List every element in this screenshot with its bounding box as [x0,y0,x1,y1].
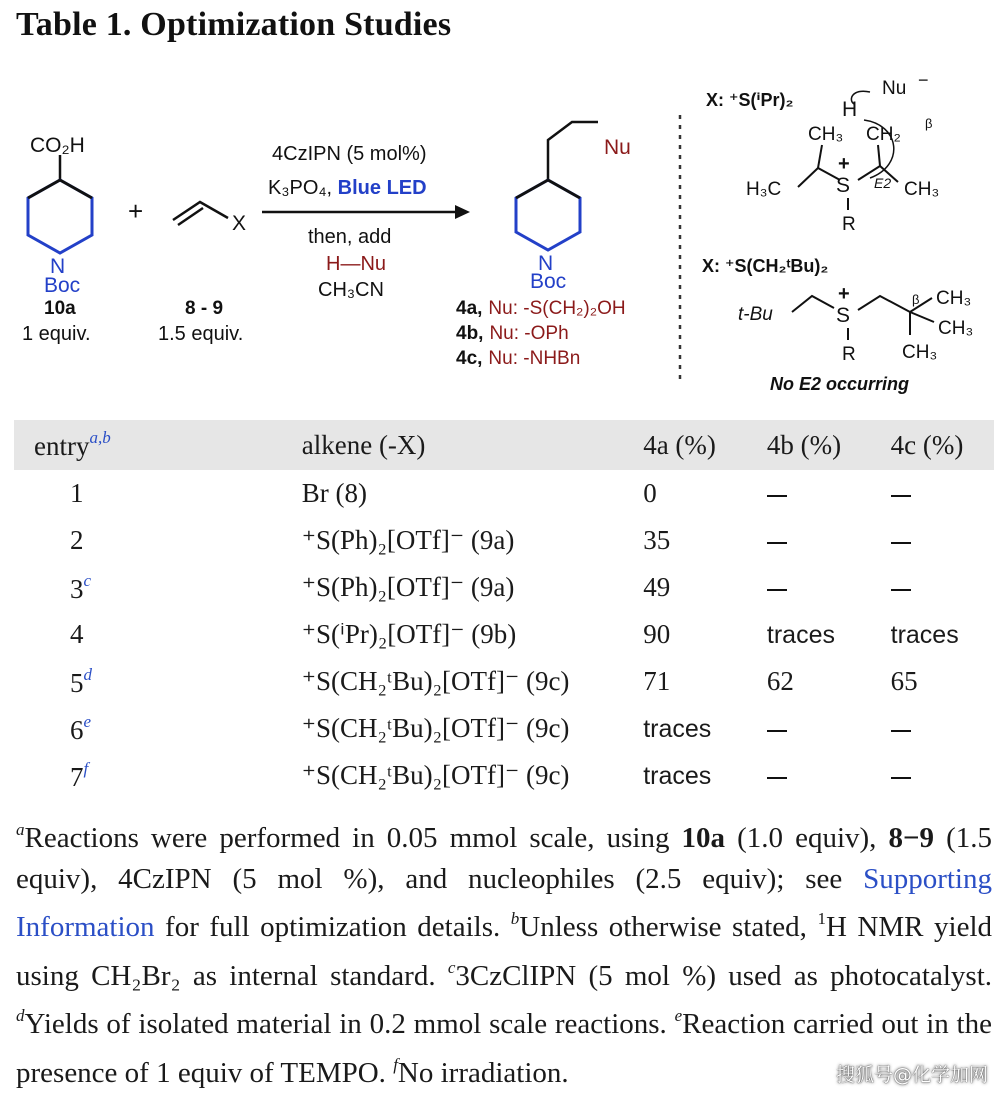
ch3-top-left: CH₃ [808,124,844,145]
product-4a-id: 4a, [456,298,483,319]
svg-text:4a,Nu: -S(CH₂)₂OH [456,298,626,319]
svg-text:K₃PO₄, Blue LED [268,177,427,199]
header-4c: 4c (%) [890,429,964,460]
table-header-row [14,420,994,470]
cell-4b [767,705,891,752]
ch3-b3: CH₃ [902,342,938,363]
beta-top: β [925,116,933,131]
cell-4a: traces [643,762,712,790]
acid-group-label: CO₂H [30,134,85,157]
nu-minus-label: Nu [882,78,907,99]
cell-4c: traces [890,621,959,649]
cell-4a: traces [643,715,712,743]
alkene-equiv-label: 1.5 equiv. [158,323,244,345]
s-plus-top: + [838,153,850,175]
product-boc-label: Boc [530,270,567,293]
cell-4a: 35 [643,525,671,555]
ch3-b1: CH₃ [936,288,972,309]
cell-4c [891,752,994,799]
footnote-d-mark: d [16,1006,25,1025]
product-n-label: N [538,252,554,275]
table-row [14,470,994,517]
reactant-equiv-label: 1 equiv. [22,323,91,345]
product-4c-nu: Nu: -NHBn [488,348,581,369]
cell-alkene: ⁺S(Ph)₂[OTf]⁻ (9a) [301,572,515,602]
h-label: H [842,98,858,121]
cell-4c [891,705,994,752]
cell-alkene: ⁺S(ⁱPr)₂[OTf]⁻ (9b) [301,619,517,649]
catalyst-label: 4CzIPN (5 mol%) [272,143,427,165]
product-4 [456,122,631,369]
no-e2-label: No E2 occurring [770,374,910,394]
cell-entry: 1 [70,478,84,508]
cell-4a: 90 [643,619,671,649]
watermark: 搜狐号@化学加网 [835,1064,988,1086]
cell-4a: 0 [643,478,657,508]
r-label-top: R [842,214,856,235]
cell-alkene: ⁺S(CH₂ᵗBu)₂[OTf]⁻ (9c) [301,713,570,743]
header-4a: 4a (%) [643,429,716,460]
footnote-c-mark: c [447,957,456,977]
header-entry: entry$^{a,b}$ [34,428,111,461]
product-4a-nu: Nu: -S(CH₂)₂OH [488,298,626,319]
optimization-table [14,420,994,799]
cell-alkene: ⁺S(CH₂ᵗBu)₂[OTf]⁻ (9c) [301,666,570,696]
supporting-information-link[interactable]: Supporting Information [16,862,992,943]
svg-text:−: − [918,70,929,90]
ch3-b2: CH₃ [938,318,974,339]
tbu-left: t-Bu [738,304,773,325]
cell-entry: 3$^c$ [70,570,92,604]
reaction-scheme [0,60,998,410]
table-row [14,658,994,705]
footnote-a-mark: a [16,820,25,839]
alkene-x-label: X [232,212,247,235]
base-label: K₃PO₄, [268,177,338,199]
sulfonium-tbu [702,256,973,394]
cell-entry: 5$^d$ [70,664,92,698]
table-footnotes: $^a$Reactions were performed in 0.05 mmol scale, using 10a (1.0 equiv), 8−9 (1.5 equiv), 4CzIPN (5 mol %), and nucleophiles (2.5 equiv); see Supporting Information for full optimization details. $^b$Unless otherwise stated, $^1$H NMR yield using CH₂Br₂ as internal standard. $^c$3CzClIPN (5 mol %) used as photocatalyst. $^d$Yields of isolated material in 0.2 mmol scale reactions. $^e$Reaction carried out in the presence of 1 equiv of TEMPO. $^f$No irradiation. [16,820,993,1089]
reactant-10a [22,134,92,345]
footnote-b-mark: b [510,909,520,928]
cell-4b [767,564,891,611]
e2-mechanism-ipr [706,70,939,235]
h3c-label: H₃C [746,179,782,200]
cell-4b: traces [766,621,835,649]
ch3-right: CH₃ [904,179,940,200]
cell-4c [891,564,994,611]
table-row [14,752,994,799]
solvent-label: CH₃CN [318,279,384,301]
header-alkene: alkene (-X) [301,429,426,460]
product-4b-id: 4b, [456,323,484,344]
hnu-label: H—Nu [326,253,387,275]
product-4b-nu: Nu: -OPh [489,323,569,344]
alkene-8-9 [158,202,246,345]
table-row [14,564,994,611]
footnote-f-mark: f [393,1054,398,1074]
reactant-id-label: 10a [44,298,76,319]
cell-alkene: ⁺S(CH₂ᵗBu)₂[OTf]⁻ (9c) [301,760,570,790]
cell-alkene: Br (8) [301,478,367,508]
reactant-boc-label: Boc [44,274,81,297]
cell-entry: 2 [70,525,84,555]
tbu-label: X: ⁺S(CH₂ᵗBu)₂ [702,256,829,276]
product-nu-label: Nu [604,136,631,159]
alkene-id-label: 8 - 9 [185,298,224,319]
reaction-conditions [262,143,470,301]
footnote-e-mark: e [674,1006,683,1025]
s-plus-bottom: + [838,283,850,305]
product-4c-id: 4c, [456,348,483,369]
ch2-beta-label: CH₂ [866,124,901,145]
cell-entry: 7$^f$ [70,758,89,792]
table-row [14,611,994,658]
svg-text:4c,Nu: -NHBn [456,348,580,369]
reactant-n-label: N [50,255,66,278]
ipr-label: X: ⁺S(ⁱPr)₂ [706,90,794,110]
e2-label: E2 [874,175,892,191]
cell-4b [767,752,891,799]
header-4b: 4b (%) [766,429,842,460]
table-title: Table 1. Optimization Studies [16,6,452,43]
table-row [14,517,994,564]
cell-4c: 65 [890,666,918,696]
cell-entry: 6e [70,711,92,745]
then-add-label: then, add [308,226,392,248]
table-row [14,705,994,752]
cell-4a: 49 [643,572,671,602]
cell-4c [891,517,994,564]
cell-4a: 71 [643,666,671,696]
beta-bottom: β [912,292,920,307]
r-label-bottom: R [842,344,856,365]
cell-4b [767,470,891,517]
plus-sign: + [128,196,144,226]
cell-4c [891,470,994,517]
cell-entry: 4 [70,619,84,649]
cell-4b [767,517,891,564]
cell-4b: 62 [766,666,794,696]
svg-text:4b,Nu: -OPh [456,323,569,344]
light-label: Blue LED [337,177,427,199]
s-label-top: S [836,174,851,197]
s-label-bottom: S [836,304,851,327]
cell-alkene: ⁺S(Ph)₂[OTf]⁻ (9a) [301,525,515,555]
